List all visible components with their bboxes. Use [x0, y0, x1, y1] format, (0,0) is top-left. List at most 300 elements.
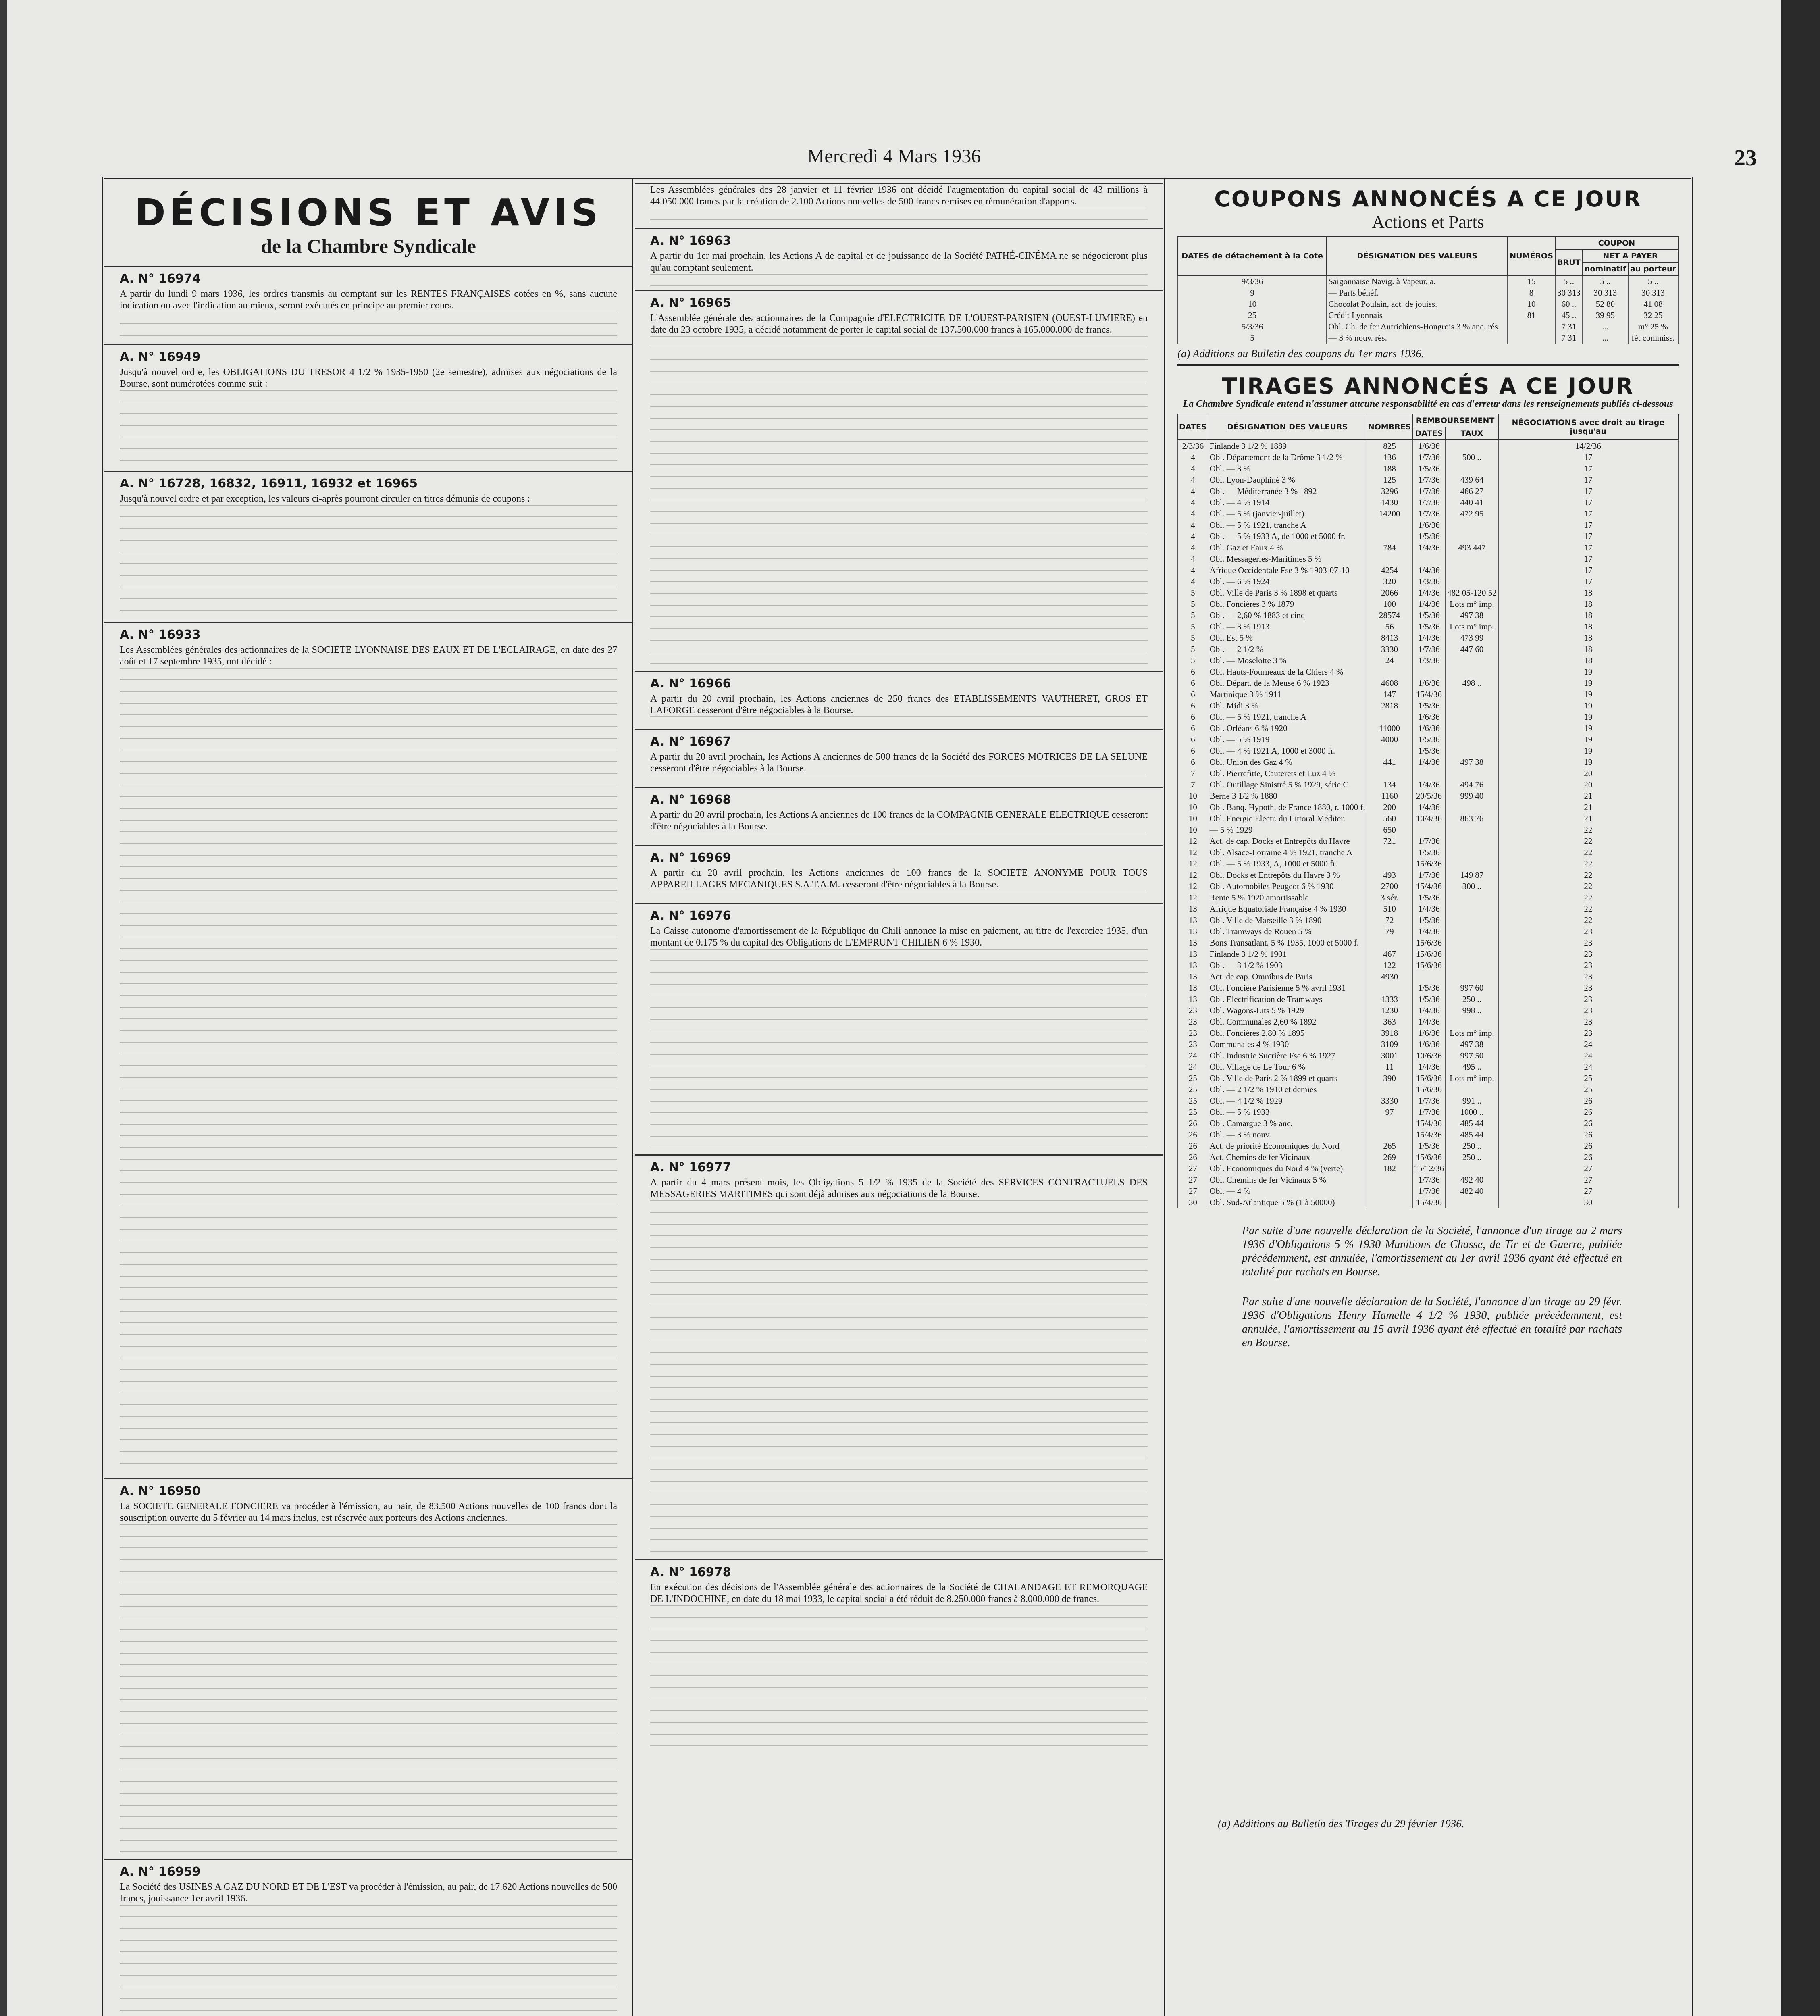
table-cell: 22 [1498, 835, 1678, 847]
table-cell: Obl. Orléans 6 % 1920 [1208, 723, 1367, 734]
table-cell [1446, 734, 1498, 745]
table-cell: 1/6/36 [1412, 1039, 1446, 1050]
table-cell: 17 [1498, 485, 1678, 497]
table-cell: 3918 [1367, 1027, 1412, 1039]
tirages-box [1177, 364, 1679, 1830]
notice-number: A. N° 16965 [650, 296, 731, 310]
table-cell: 997 50 [1446, 1050, 1498, 1061]
table-cell: 6 [1178, 677, 1208, 689]
table-row [1178, 1061, 1678, 1073]
table-cell [1367, 711, 1412, 723]
table-cell: Obl. Banq. Hypoth. de France 1880, r. 1000 f. [1208, 802, 1367, 813]
table-cell: 9/3/36 [1178, 275, 1327, 287]
table-cell: 18 [1498, 632, 1678, 644]
table-row [1178, 1095, 1678, 1106]
table-cell: 500 .. [1446, 452, 1498, 463]
table-row [1178, 892, 1678, 903]
middle-column [635, 179, 1165, 2016]
table-row [1178, 632, 1678, 644]
table-cell: 4 [1178, 564, 1208, 576]
table-cell: 24 [1498, 1061, 1678, 1073]
table-row [1178, 1197, 1678, 1208]
table-cell: 24 [1498, 1050, 1678, 1061]
col-header: DÉSIGNATION DES VALEURS [1208, 414, 1367, 440]
notice [104, 1859, 632, 2016]
table-cell: Communales 4 % 1930 [1208, 1039, 1367, 1050]
col-header: DATES [1178, 414, 1208, 440]
page-number: 23 [1734, 146, 1757, 171]
table-cell: Obl. — 3 % nouv. [1208, 1129, 1367, 1140]
table-cell: 721 [1367, 835, 1412, 847]
table-row [1178, 926, 1678, 937]
table-row [1178, 858, 1678, 869]
notice-number: A. N° 16966 [650, 677, 731, 691]
table-cell: 17 [1498, 474, 1678, 485]
table-cell: 11000 [1367, 723, 1412, 734]
table-cell: 39 95 [1583, 310, 1628, 321]
col-header: DATES de détachement à la Cote [1178, 237, 1327, 275]
table-cell: 6 [1178, 711, 1208, 723]
table-row [1178, 982, 1678, 993]
notice-text: A partir du lundi 9 mars 1936, les ordres transmis au comptant sur les RENTES FRANÇAISES cotées en %, sans aucune indication ou avec l'indication au mieux, seront exécutés en principe au premier cours. [120, 289, 617, 311]
table-cell [1446, 1084, 1498, 1095]
table-cell: Obl. — 2 1/2 % 1910 et demies [1208, 1084, 1367, 1095]
table-cell: 200 [1367, 802, 1412, 813]
table-cell [1412, 768, 1446, 779]
table-cell [1446, 768, 1498, 779]
table-cell: Obl. — 2,60 % 1883 et cinq [1208, 610, 1367, 621]
table-row [1178, 310, 1678, 321]
table-cell: 4 [1178, 508, 1208, 519]
notice-number: A. N° 16974 [120, 272, 201, 286]
table-row [1178, 689, 1678, 700]
notice [104, 344, 632, 467]
table-cell [1446, 960, 1498, 971]
table-cell: Act. de cap. Omnibus de Paris [1208, 971, 1367, 982]
table-cell: 56 [1367, 621, 1412, 632]
table-row [1178, 564, 1678, 576]
table-row [1178, 1118, 1678, 1129]
table-cell: 482 05-120 52 [1446, 587, 1498, 598]
table-cell [1367, 666, 1412, 677]
text-body-lines [650, 775, 1148, 783]
text-body-lines [120, 312, 617, 340]
table-row [1178, 734, 1678, 745]
table-cell: Obl. Outillage Sinistré 5 % 1929, série C [1208, 779, 1367, 790]
table-cell: Act. de priorité Economiques du Nord [1208, 1140, 1367, 1152]
table-row [1178, 847, 1678, 858]
table-cell: Obl. — Moselotte 3 % [1208, 655, 1367, 666]
table-cell: Obl. Foncières 2,80 % 1895 [1208, 1027, 1367, 1039]
col-header: NÉGOCIATIONS avec droit au tirage jusqu'au [1498, 414, 1678, 440]
table-cell: 1/7/36 [1412, 835, 1446, 847]
table-cell: Obl. Sud-Atlantique 5 % (1 à 50000) [1208, 1197, 1367, 1208]
table-cell: 1/5/36 [1412, 993, 1446, 1005]
table-cell: Afrique Occidentale Fse 3 % 1903-07-10 [1208, 564, 1367, 576]
table-cell: 4 [1178, 576, 1208, 587]
table-row [1178, 1106, 1678, 1118]
table-cell: 27 [1178, 1174, 1208, 1185]
table-row [1178, 779, 1678, 790]
table-cell: 300 .. [1446, 881, 1498, 892]
table-cell: 1/5/36 [1412, 531, 1446, 542]
table-row [1178, 321, 1678, 332]
table-cell: 440 41 [1446, 497, 1498, 508]
table-cell: 3330 [1367, 1095, 1412, 1106]
table-cell: Obl. Départ. de la Meuse 6 % 1923 [1208, 677, 1367, 689]
table-cell: 18 [1498, 598, 1678, 610]
notice-text: La Caisse autonome d'amortissement de la République du Chili annonce la mise en paiement, au titre de l'exercice 1935, d'un montant de 0.175 % du capital des Obligations de L'EMPRUNT CHILIEN 6 % 1930. [650, 926, 1148, 948]
table-cell: 11 [1367, 1061, 1412, 1073]
table-cell: 498 .. [1446, 677, 1498, 689]
text-body-lines [650, 716, 1148, 725]
table-row [1178, 824, 1678, 835]
table-cell: 1/5/36 [1412, 463, 1446, 474]
table-cell: 12 [1178, 858, 1208, 869]
notice-number: A. N° 16968 [650, 793, 731, 807]
notice-text: La Société des USINES A GAZ DU NORD ET DE L'EST va procéder à l'émission, au pair, de 17.620 Actions nouvelles de 500 francs, jouissance 1er avril 1936. [120, 1882, 617, 1904]
table-cell: Obl. Est 5 % [1208, 632, 1367, 644]
table-cell: 15/6/36 [1412, 1073, 1446, 1084]
table-cell [1367, 1118, 1412, 1129]
table-cell: 1/5/36 [1412, 1140, 1446, 1152]
table-row [1178, 745, 1678, 756]
table-cell [1446, 835, 1498, 847]
table-row [1178, 644, 1678, 655]
table-row [1178, 1084, 1678, 1095]
table-cell: 4254 [1367, 564, 1412, 576]
table-cell: 17 [1498, 452, 1678, 463]
table-cell: 250 .. [1446, 1140, 1498, 1152]
table-cell: 22 [1498, 892, 1678, 903]
table-cell: 32 25 [1628, 310, 1678, 321]
table-cell: 1/5/36 [1412, 982, 1446, 993]
table-cell: Obl. — 2 1/2 % [1208, 644, 1367, 655]
notice [635, 787, 1163, 841]
table-cell: 17 [1498, 497, 1678, 508]
table-cell: Obl. Energie Electr. du Littoral Méditer. [1208, 813, 1367, 824]
table-cell [1412, 553, 1446, 564]
table-cell: 23 [1178, 1039, 1208, 1050]
table-cell: 22 [1498, 914, 1678, 926]
table-cell: 439 64 [1446, 474, 1498, 485]
table-cell [1446, 463, 1498, 474]
table-cell: 4 [1178, 452, 1208, 463]
table-cell: 7 [1178, 768, 1208, 779]
table-cell: 492 40 [1446, 1174, 1498, 1185]
table-cell: Obl. Ville de Paris 3 % 1898 et quarts [1208, 587, 1367, 598]
table-row [1178, 497, 1678, 508]
table-cell: Bons Transatlant. 5 % 1935, 1000 et 5000 f. [1208, 937, 1367, 948]
coupons-box [1177, 186, 1679, 360]
table-cell: 1/7/36 [1412, 1095, 1446, 1106]
table-cell: Obl. Docks et Entrepôts du Havre 3 % [1208, 869, 1367, 881]
table-cell [1367, 768, 1412, 779]
table-row [1178, 768, 1678, 779]
text-body-lines [120, 1905, 617, 2016]
table-cell: 13 [1178, 960, 1208, 971]
table-cell: Obl. — 5 % 1933 A, de 1000 et 5000 fr. [1208, 531, 1367, 542]
table-cell: Obl. — 4 1/2 % 1929 [1208, 1095, 1367, 1106]
table-cell: 1/5/36 [1412, 745, 1446, 756]
table-cell: 22 [1498, 858, 1678, 869]
table-cell: 1/7/36 [1412, 474, 1446, 485]
table-cell: 23 [1178, 1027, 1208, 1039]
table-cell: 22 [1498, 847, 1678, 858]
section-subtitle: de la Chambre Syndicale [261, 235, 476, 257]
issue-date: Mercredi 4 Mars 1936 [807, 146, 981, 167]
table-cell: — 3 % nouv. rés. [1327, 332, 1508, 344]
table-cell: 1/4/36 [1412, 542, 1446, 553]
table-cell: 1000 .. [1446, 1106, 1498, 1118]
table-cell: 13 [1178, 993, 1208, 1005]
table-cell: 27 [1178, 1163, 1208, 1174]
table-cell: 1/7/36 [1412, 485, 1446, 497]
coupons-table [1177, 236, 1679, 344]
table-cell: 12 [1178, 881, 1208, 892]
table-cell: 25 [1178, 1095, 1208, 1106]
table-cell: 149 87 [1446, 869, 1498, 881]
table-cell: 19 [1498, 734, 1678, 745]
table-cell: 1/4/36 [1412, 1016, 1446, 1027]
table-cell: Obl. — 4 % 1914 [1208, 497, 1367, 508]
table-row [1178, 869, 1678, 881]
table-cell: Obl. — Méditerranée 3 % 1892 [1208, 485, 1367, 497]
notice-number: A. N° 16963 [650, 234, 731, 248]
table-cell: 1/7/36 [1412, 1174, 1446, 1185]
notice-text: A partir du 20 avril prochain, les Actions anciennes de 250 francs des ETABLISSEMENTS VAUTHERET, GROS ET LAFORGE cesseront d'être négociables à la Bourse. [650, 694, 1148, 716]
table-row [1178, 1140, 1678, 1152]
table-cell [1446, 531, 1498, 542]
table-row [1178, 1027, 1678, 1039]
table-cell: 10 [1178, 790, 1208, 802]
table-cell: Obl. Electrification de Tramways [1208, 993, 1367, 1005]
table-cell: Lots m° imp. [1446, 598, 1498, 610]
table-cell [1367, 1129, 1412, 1140]
table-cell: 12 [1178, 869, 1208, 881]
table-cell: 497 38 [1446, 756, 1498, 768]
table-cell: m° 25 % [1628, 321, 1678, 332]
table-cell: 23 [1498, 948, 1678, 960]
table-cell: 6 [1178, 700, 1208, 711]
table-row [1178, 1152, 1678, 1163]
table-cell: 7 31 [1555, 332, 1583, 344]
table-cell: 997 60 [1446, 982, 1498, 993]
table-row [1178, 621, 1678, 632]
table-cell: 17 [1498, 508, 1678, 519]
table-cell: 1/7/36 [1412, 508, 1446, 519]
table-cell: 60 .. [1555, 298, 1583, 310]
table-cell: 1/7/36 [1412, 644, 1446, 655]
col-header: NOMBRES [1367, 414, 1412, 440]
table-cell: Chocolat Poulain, act. de jouiss. [1327, 298, 1508, 310]
table-cell: Obl. Industrie Sucrière Fse 6 % 1927 [1208, 1050, 1367, 1061]
table-cell: Obl. Chemins de fer Vicinaux 5 % [1208, 1174, 1367, 1185]
table-row [1178, 790, 1678, 802]
table-cell [1446, 937, 1498, 948]
col-header: NUMÉROS [1508, 237, 1555, 275]
table-cell: 1/5/36 [1412, 847, 1446, 858]
table-cell: Act. Chemins de fer Vicinaux [1208, 1152, 1367, 1163]
col-header: nominatif [1583, 262, 1628, 275]
text-body-lines [650, 891, 1148, 899]
table-cell: 25 [1178, 310, 1327, 321]
table-cell: 28574 [1367, 610, 1412, 621]
col-header: DATES [1412, 427, 1446, 440]
table-cell: Obl. — 3 % 1913 [1208, 621, 1367, 632]
table-cell: 1/4/36 [1412, 598, 1446, 610]
table-cell: 1/5/36 [1412, 734, 1446, 745]
table-cell: 998 .. [1446, 1005, 1498, 1016]
table-cell: 26 [1498, 1095, 1678, 1106]
table-cell: 4 [1178, 553, 1208, 564]
table-cell: 5 [1178, 598, 1208, 610]
table-cell: 784 [1367, 542, 1412, 553]
coupons-title: COUPONS ANNONCÉS A CE JOUR [1214, 186, 1642, 212]
table-cell: 19 [1498, 666, 1678, 677]
table-cell: 4608 [1367, 677, 1412, 689]
table-cell: Obl. — 5 % 1933 [1208, 1106, 1367, 1118]
table-cell [1367, 937, 1412, 948]
notice-number: A. N° 16949 [120, 350, 201, 364]
table-cell: 1/5/36 [1412, 892, 1446, 903]
table-cell: 1/4/36 [1412, 802, 1446, 813]
table-cell: 1/7/36 [1412, 1185, 1446, 1197]
table-cell: 485 44 [1446, 1118, 1498, 1129]
table-cell: 12 [1178, 892, 1208, 903]
table-cell: 23 [1178, 1005, 1208, 1016]
table-cell: Obl. — 5 % 1933, A, 1000 et 5000 fr. [1208, 858, 1367, 869]
table-cell: 26 [1498, 1140, 1678, 1152]
running-header [7, 145, 1781, 169]
table-cell: 100 [1367, 598, 1412, 610]
notice-text: A partir du 1er mai prochain, les Actions A de capital et de jouissance de la Société PATHÉ-CINÉMA ne se négocieront plus qu'au comptant seulement. [650, 251, 1148, 273]
table-cell: 14/2/36 [1498, 440, 1678, 452]
table-cell: 9 [1178, 287, 1327, 298]
table-cell: 5 [1178, 610, 1208, 621]
table-row [1178, 677, 1678, 689]
table-cell: Finlande 3 1/2 % 1901 [1208, 948, 1367, 960]
newspaper-page [7, 0, 1781, 2016]
binding-edge [1781, 0, 1820, 2016]
table-cell: 1/4/36 [1412, 632, 1446, 644]
table-cell: 20 [1498, 779, 1678, 790]
table-cell [1367, 1197, 1412, 1208]
table-cell: 493 [1367, 869, 1412, 881]
table-cell: 10 [1178, 298, 1327, 310]
table-cell: Saigonnaise Navig. à Vapeur, a. [1327, 275, 1508, 287]
table-cell: 15 [1508, 275, 1555, 287]
table-cell: 8413 [1367, 632, 1412, 644]
table-cell: 24 [1498, 1039, 1678, 1050]
table-row [1178, 610, 1678, 621]
table-cell: Rente 5 % 1920 amortissable [1208, 892, 1367, 903]
table-cell: 125 [1367, 474, 1412, 485]
table-cell: 4 [1178, 531, 1208, 542]
table-cell: 15/4/36 [1412, 1129, 1446, 1140]
table-cell [1412, 666, 1446, 677]
table-cell: 15/4/36 [1412, 689, 1446, 700]
table-cell: 5 [1178, 632, 1208, 644]
notice [635, 1154, 1163, 1555]
table-cell: 1333 [1367, 993, 1412, 1005]
table-cell: 5 [1178, 587, 1208, 598]
table-cell: 560 [1367, 813, 1412, 824]
table-row [1178, 937, 1678, 948]
table-cell: 15/6/36 [1412, 858, 1446, 869]
table-row [1178, 275, 1678, 287]
table-cell [1446, 723, 1498, 734]
table-cell: 3 sér. [1367, 892, 1412, 903]
table-cell: 25 [1178, 1106, 1208, 1118]
notice [104, 266, 632, 340]
table-row [1178, 531, 1678, 542]
table-cell: 19 [1498, 745, 1678, 756]
table-cell: Act. de cap. Docks et Entrepôts du Havre [1208, 835, 1367, 847]
notice [104, 471, 632, 618]
table-cell [1367, 519, 1412, 531]
table-cell [1367, 745, 1412, 756]
tirages-subtitle: La Chambre Syndicale entend n'assumer aucune responsabilité en cas d'erreur dans les renseignements publiés ci-dessous [1183, 399, 1673, 409]
table-cell: Lots m° imp. [1446, 621, 1498, 632]
tirage-note: Par suite d'une nouvelle déclaration de la Société, l'annonce d'un tirage au 29 févr. 1936 d'Obligations Henry Hamelle 4 1/2 % 1930, publiée précédemment, est annulée, l'amortissement au 15 avril 1936 ayant été effectué en totalité par rachats en Bourse. [1242, 1295, 1622, 1349]
notice [635, 290, 1163, 666]
tirages-table [1177, 414, 1679, 1208]
group-header: COUPON [1555, 237, 1678, 250]
table-cell: 4 [1178, 519, 1208, 531]
table-cell: 25 [1178, 1073, 1208, 1084]
group-header: NET A PAYER [1583, 250, 1678, 262]
notice [635, 671, 1163, 725]
notice-text: La SOCIETE GENERALE FONCIERE va procéder à l'émission, au pair, de 83.500 Actions nouvelles de 100 francs dont la souscription ouverte du 5 février au 14 mars inclus, est réservée aux porteurs des Actions anciennes. [120, 1501, 617, 1523]
table-cell: Obl. — 5 % 1921, tranche A [1208, 519, 1367, 531]
table-cell: 6 [1178, 723, 1208, 734]
table-cell: 3109 [1367, 1039, 1412, 1050]
table-cell: Obl. Tramways de Rouen 5 % [1208, 926, 1367, 937]
notice-number: A. N° 16978 [650, 1565, 731, 1579]
table-cell: 497 38 [1446, 610, 1498, 621]
table-row [1178, 993, 1678, 1005]
table-cell: 6 [1178, 666, 1208, 677]
table-cell [1508, 321, 1555, 332]
table-cell: 13 [1178, 971, 1208, 982]
table-cell: 2/3/36 [1178, 440, 1208, 452]
table-cell: 863 76 [1446, 813, 1498, 824]
table-row [1178, 332, 1678, 344]
table-cell: 13 [1178, 903, 1208, 914]
notice-number: A. N° 16950 [120, 1484, 201, 1498]
table-cell: 495 .. [1446, 1061, 1498, 1073]
col-header: TAUX [1446, 427, 1498, 440]
table-cell [1367, 1185, 1412, 1197]
table-cell: 30 313 [1628, 287, 1678, 298]
notice-number: A. N° 16969 [650, 851, 731, 865]
table-cell: 6 [1178, 745, 1208, 756]
table-cell: 15/4/36 [1412, 1118, 1446, 1129]
table-cell: 1/4/36 [1412, 587, 1446, 598]
table-row [1178, 598, 1678, 610]
table-cell: 510 [1367, 903, 1412, 914]
table-cell [1446, 1197, 1498, 1208]
table-cell: 15/6/36 [1412, 937, 1446, 948]
notice-number: A. N° 16977 [650, 1160, 731, 1175]
table-cell: Obl. Alsace-Lorraine 4 % 1921, tranche A [1208, 847, 1367, 858]
table-cell [1446, 1163, 1498, 1174]
table-cell: 1230 [1367, 1005, 1412, 1016]
table-cell [1446, 711, 1498, 723]
table-cell [1367, 858, 1412, 869]
table-cell: 10/4/36 [1412, 813, 1446, 824]
